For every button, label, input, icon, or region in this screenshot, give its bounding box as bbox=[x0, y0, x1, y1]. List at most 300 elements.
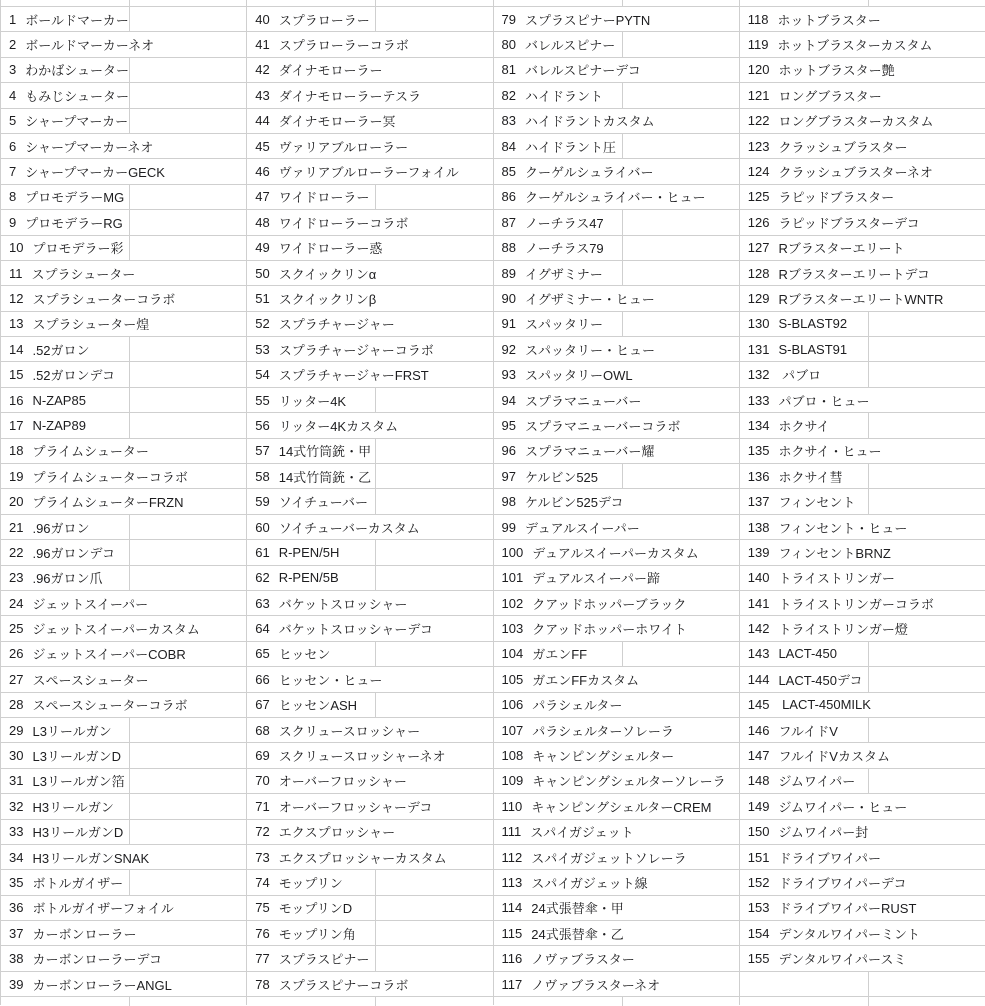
table-row[interactable] bbox=[247, 616, 492, 641]
weapon-name: スパイガジェットソレーラ bbox=[531, 850, 687, 866]
weapon-name: スクイックリンα bbox=[278, 266, 377, 282]
table-row[interactable] bbox=[247, 109, 492, 134]
weapon-number: 66 bbox=[255, 671, 270, 687]
weapon-number: 68 bbox=[255, 722, 270, 738]
table-row[interactable] bbox=[494, 769, 739, 794]
cell-gridline bbox=[375, 693, 376, 718]
weapon-number: 54 bbox=[255, 367, 270, 383]
weapon-name: モップリンD bbox=[278, 901, 353, 917]
weapon-number: 72 bbox=[255, 824, 270, 840]
weapon-number: 95 bbox=[501, 417, 516, 433]
weapon-number: 23 bbox=[9, 570, 24, 586]
table-row[interactable] bbox=[494, 236, 739, 261]
weapon-name: H3リールガン bbox=[32, 799, 114, 815]
weapon-name: スプラシューター煌 bbox=[32, 317, 150, 333]
table-row[interactable] bbox=[247, 870, 492, 895]
weapon-name: パブロ bbox=[778, 368, 822, 384]
table-row[interactable] bbox=[740, 820, 985, 845]
table-row[interactable] bbox=[1, 236, 246, 261]
table-row[interactable] bbox=[1, 185, 246, 210]
table-row[interactable] bbox=[740, 134, 985, 159]
weapon-name: スプラスピナー bbox=[278, 952, 370, 968]
table-row[interactable] bbox=[494, 591, 739, 616]
weapon-name: リッター4Kカスタム bbox=[278, 418, 399, 434]
table-row[interactable] bbox=[1, 921, 246, 946]
weapon-number: 81 bbox=[501, 62, 516, 78]
weapon-number: 51 bbox=[255, 290, 270, 306]
weapon-name: スパッタリー bbox=[524, 317, 603, 333]
weapon-name: シャープマーカー bbox=[25, 114, 129, 130]
weapon-name: オーバーフロッシャーデコ bbox=[278, 799, 433, 815]
table-row[interactable] bbox=[740, 83, 985, 108]
weapon-name: カーボンローラー bbox=[32, 926, 137, 942]
table-row[interactable] bbox=[494, 159, 739, 184]
weapon-name: イグザミナー・ヒュー bbox=[524, 291, 655, 307]
table-row[interactable] bbox=[740, 362, 985, 387]
table-row[interactable] bbox=[247, 820, 492, 845]
table-row[interactable] bbox=[247, 718, 492, 743]
weapon-name: .96ガロンデコ bbox=[32, 545, 116, 561]
weapon-name: LACT-450MILK bbox=[778, 697, 871, 713]
weapon-name: スプラローラーコラボ bbox=[278, 38, 409, 54]
weapon-name: ノーチラス47 bbox=[524, 215, 604, 231]
table-row[interactable] bbox=[494, 312, 739, 337]
weapon-name: ロングブラスターカスタム bbox=[778, 114, 934, 130]
table-row[interactable] bbox=[740, 159, 985, 184]
table-row[interactable] bbox=[247, 159, 492, 184]
table-row[interactable] bbox=[247, 286, 492, 311]
table-row[interactable] bbox=[247, 388, 492, 413]
weapon-name: スプラシューターコラボ bbox=[32, 291, 176, 307]
table-row[interactable] bbox=[1, 83, 246, 108]
weapon-number: 97 bbox=[501, 468, 516, 484]
table-row[interactable] bbox=[247, 972, 492, 997]
table-row[interactable] bbox=[1, 794, 246, 819]
table-row[interactable] bbox=[740, 870, 985, 895]
table-row[interactable] bbox=[740, 743, 985, 768]
table-row[interactable] bbox=[494, 946, 739, 971]
weapon-number: 129 bbox=[747, 290, 770, 306]
table-row[interactable] bbox=[494, 58, 739, 83]
table-row[interactable] bbox=[1, 667, 246, 692]
weapon-name: ヒッセン・ヒュー bbox=[278, 672, 383, 688]
weapon-name: ケルビン525デコ bbox=[524, 495, 624, 511]
table-row[interactable] bbox=[740, 185, 985, 210]
weapon-number: 98 bbox=[501, 494, 516, 510]
table-row[interactable] bbox=[1, 261, 246, 286]
weapon-number: 53 bbox=[255, 341, 270, 357]
table-row[interactable] bbox=[494, 540, 739, 565]
table-row[interactable] bbox=[494, 109, 739, 134]
table-row[interactable] bbox=[740, 693, 985, 718]
weapon-name: スプラチャージャーコラボ bbox=[278, 342, 434, 358]
table-row[interactable] bbox=[1, 210, 246, 235]
table-row[interactable] bbox=[740, 896, 985, 921]
weapon-name: バレルスピナー bbox=[524, 38, 616, 54]
table-row[interactable] bbox=[247, 667, 492, 692]
table-row[interactable] bbox=[494, 870, 739, 895]
table-row[interactable] bbox=[247, 566, 492, 591]
table-row[interactable] bbox=[494, 337, 739, 362]
table-row[interactable] bbox=[494, 972, 739, 997]
weapon-number: 7 bbox=[9, 164, 17, 180]
cell-gridline bbox=[129, 566, 130, 591]
weapon-number: 135 bbox=[747, 443, 770, 459]
weapon-number: 130 bbox=[747, 316, 770, 332]
table-row[interactable] bbox=[1, 312, 246, 337]
table-row[interactable] bbox=[740, 616, 985, 641]
weapon-number: 12 bbox=[9, 290, 24, 306]
weapon-number: 56 bbox=[255, 417, 270, 433]
weapon-name: ダイナモローラーテスラ bbox=[278, 88, 421, 104]
table-row[interactable] bbox=[740, 946, 985, 971]
table-row[interactable] bbox=[247, 769, 492, 794]
table-row[interactable] bbox=[740, 540, 985, 565]
weapon-number: 60 bbox=[255, 519, 270, 535]
table-row[interactable] bbox=[740, 921, 985, 946]
table-row[interactable] bbox=[247, 642, 492, 667]
table-row[interactable] bbox=[247, 693, 492, 718]
table-row[interactable] bbox=[494, 489, 739, 514]
cell-gridline bbox=[868, 413, 869, 438]
weapon-number: 122 bbox=[747, 113, 770, 129]
table-row[interactable] bbox=[494, 210, 739, 235]
table-row[interactable] bbox=[740, 566, 985, 591]
weapon-name: スプラチャージャー bbox=[278, 317, 395, 333]
table-row[interactable] bbox=[494, 185, 739, 210]
weapon-number: 94 bbox=[501, 392, 516, 408]
partial-row-bottom bbox=[494, 997, 739, 1005]
table-row[interactable] bbox=[740, 591, 985, 616]
weapon-number: 14 bbox=[9, 341, 24, 357]
table-row[interactable] bbox=[494, 566, 739, 591]
weapon-number: 1 bbox=[9, 11, 17, 27]
weapon-name: ボールドマーカー bbox=[25, 12, 129, 28]
weapon-name: プライムシューター bbox=[32, 444, 149, 460]
weapon-number: 105 bbox=[501, 671, 524, 687]
table-row[interactable] bbox=[740, 261, 985, 286]
table-row[interactable] bbox=[740, 718, 985, 743]
table-row[interactable] bbox=[247, 83, 492, 108]
table-row[interactable] bbox=[1, 820, 246, 845]
cell-gridline bbox=[868, 362, 869, 387]
weapon-name: デュアルスイーパー bbox=[524, 520, 640, 536]
weapon-name: R-PEN/5H bbox=[278, 544, 340, 560]
cell-gridline bbox=[375, 921, 376, 946]
table-row[interactable] bbox=[1, 845, 246, 870]
partial-row-bottom bbox=[1, 997, 246, 1005]
cell-gridline bbox=[622, 210, 623, 235]
weapon-name: ノヴァブラスターネオ bbox=[531, 977, 661, 993]
table-row[interactable] bbox=[247, 185, 492, 210]
weapon-name: フィンセント・ヒュー bbox=[778, 520, 908, 536]
weapon-number: 131 bbox=[747, 341, 770, 357]
weapon-number: 91 bbox=[501, 316, 516, 332]
cell-gridline bbox=[129, 83, 130, 108]
weapon-number: 86 bbox=[501, 189, 516, 205]
weapon-number: 57 bbox=[255, 443, 270, 459]
weapon-name: クーゲルシュライバー bbox=[524, 165, 654, 181]
table-row[interactable] bbox=[740, 236, 985, 261]
table-row[interactable] bbox=[247, 591, 492, 616]
table-row[interactable] bbox=[1, 566, 246, 591]
weapon-number: 123 bbox=[747, 138, 770, 154]
table-row[interactable] bbox=[1, 616, 246, 641]
table-row[interactable] bbox=[494, 743, 739, 768]
table-row[interactable] bbox=[247, 464, 492, 489]
table-row[interactable] bbox=[247, 337, 492, 362]
partial-row-bottom bbox=[740, 997, 985, 1005]
weapon-number: 34 bbox=[9, 849, 24, 865]
table-row[interactable] bbox=[494, 845, 739, 870]
cell-gridline bbox=[622, 32, 623, 57]
table-row[interactable] bbox=[494, 7, 739, 32]
weapon-number: 74 bbox=[255, 874, 270, 890]
weapon-name: ガエンFF bbox=[532, 647, 588, 663]
weapon-name: エクスプロッシャー bbox=[278, 825, 396, 841]
table-row[interactable] bbox=[1, 946, 246, 971]
table-row[interactable] bbox=[740, 769, 985, 794]
weapon-number: 50 bbox=[255, 265, 270, 281]
table-row[interactable] bbox=[247, 58, 492, 83]
table-row[interactable] bbox=[247, 7, 492, 32]
weapon-number: 4 bbox=[9, 87, 17, 103]
table-row[interactable] bbox=[494, 388, 739, 413]
table-row[interactable] bbox=[1, 439, 246, 464]
table-row[interactable] bbox=[740, 210, 985, 235]
table-row[interactable] bbox=[247, 261, 492, 286]
table-row[interactable] bbox=[494, 134, 739, 159]
table-row[interactable] bbox=[494, 515, 739, 540]
table-row[interactable] bbox=[1, 159, 246, 184]
table-row[interactable] bbox=[247, 32, 492, 57]
weapon-number: 9 bbox=[9, 214, 17, 230]
table-row[interactable] bbox=[247, 743, 492, 768]
weapon-name: スパイガジェット bbox=[530, 825, 634, 841]
table-row[interactable] bbox=[1, 7, 246, 32]
table-row[interactable] bbox=[1, 642, 246, 667]
table-row[interactable] bbox=[740, 109, 985, 134]
weapon-name: スパッタリーOWL bbox=[524, 368, 633, 384]
table-row[interactable] bbox=[494, 896, 739, 921]
weapon-name: .52ガロン bbox=[32, 342, 90, 358]
table-row[interactable] bbox=[494, 464, 739, 489]
weapon-name: スプラスピナーコラボ bbox=[278, 977, 409, 993]
weapon-number: 139 bbox=[747, 544, 770, 560]
table-row[interactable] bbox=[1, 109, 246, 134]
weapon-name: カーボンローラーANGL bbox=[32, 977, 172, 993]
weapon-number: 116 bbox=[501, 951, 523, 967]
table-row[interactable] bbox=[247, 921, 492, 946]
weapon-name: デンタルワイパーミント bbox=[778, 926, 921, 942]
table-row[interactable] bbox=[740, 515, 985, 540]
table-row[interactable] bbox=[494, 413, 739, 438]
table-row[interactable] bbox=[740, 845, 985, 870]
table-row[interactable] bbox=[247, 845, 492, 870]
weapon-number: 127 bbox=[747, 240, 770, 256]
weapon-number: 144 bbox=[747, 671, 770, 687]
weapon-number: 115 bbox=[501, 925, 523, 941]
weapon-name: キャンピングシェルターソレーラ bbox=[532, 774, 726, 790]
weapon-number: 73 bbox=[255, 849, 270, 865]
table-row[interactable] bbox=[1, 32, 246, 57]
weapon-name: 24式張替傘・甲 bbox=[531, 901, 624, 917]
weapon-number: 119 bbox=[747, 37, 769, 53]
table-row[interactable] bbox=[247, 896, 492, 921]
table-row[interactable] bbox=[494, 642, 739, 667]
table-row[interactable] bbox=[1, 489, 246, 514]
table-row[interactable] bbox=[494, 693, 739, 718]
partial-row-top bbox=[247, 0, 492, 7]
weapon-name: ワイドローラーコラボ bbox=[278, 215, 409, 231]
weapon-name: スプラローラー bbox=[278, 12, 370, 28]
table-row[interactable] bbox=[1, 134, 246, 159]
table-row[interactable] bbox=[494, 794, 739, 819]
table-row[interactable] bbox=[740, 32, 985, 57]
table-row[interactable] bbox=[1, 337, 246, 362]
table-row[interactable] bbox=[1, 286, 246, 311]
table-row[interactable] bbox=[247, 134, 492, 159]
cell-gridline bbox=[129, 540, 130, 565]
table-row[interactable] bbox=[1, 515, 246, 540]
cell-gridline bbox=[129, 337, 130, 362]
table-row[interactable] bbox=[247, 362, 492, 387]
weapon-name: ケルビン525 bbox=[524, 469, 599, 485]
weapon-number: 132 bbox=[747, 367, 770, 383]
table-row[interactable] bbox=[247, 236, 492, 261]
weapon-name: L3リールガンD bbox=[32, 749, 122, 765]
table-row[interactable] bbox=[247, 794, 492, 819]
table-row[interactable] bbox=[247, 489, 492, 514]
cell-gridline bbox=[868, 489, 869, 514]
weapon-number: 150 bbox=[747, 824, 770, 840]
weapon-number: 90 bbox=[501, 290, 516, 306]
table-row[interactable] bbox=[1, 693, 246, 718]
table-row[interactable] bbox=[494, 718, 739, 743]
weapon-number: 77 bbox=[255, 951, 270, 967]
table-row[interactable] bbox=[1, 718, 246, 743]
weapon-number: 87 bbox=[501, 214, 516, 230]
weapon-number: 151 bbox=[747, 849, 770, 865]
cell-gridline bbox=[622, 261, 623, 286]
weapon-name: ヴァリアブルローラー bbox=[278, 139, 409, 155]
table-row[interactable] bbox=[1, 743, 246, 768]
weapon-name: スクリュースロッシャーネオ bbox=[278, 749, 446, 765]
weapon-name: .96ガロン bbox=[32, 520, 90, 536]
table-row[interactable] bbox=[740, 794, 985, 819]
weapon-number: 29 bbox=[9, 722, 24, 738]
table-row[interactable] bbox=[1, 413, 246, 438]
table-row[interactable] bbox=[1, 769, 246, 794]
table-row[interactable] bbox=[1, 464, 246, 489]
table-row[interactable] bbox=[740, 388, 985, 413]
table-row[interactable] bbox=[740, 413, 985, 438]
weapon-number: 17 bbox=[9, 417, 24, 433]
cell-gridline bbox=[622, 236, 623, 261]
cell-gridline bbox=[375, 870, 376, 895]
table-row[interactable] bbox=[494, 616, 739, 641]
table-row[interactable] bbox=[494, 667, 739, 692]
weapon-number: 48 bbox=[255, 214, 270, 230]
table-row[interactable] bbox=[740, 286, 985, 311]
table-row[interactable] bbox=[494, 261, 739, 286]
cell-gridline bbox=[129, 109, 130, 134]
table-row[interactable] bbox=[1, 362, 246, 387]
table-row[interactable] bbox=[740, 642, 985, 667]
weapon-number: 33 bbox=[9, 824, 24, 840]
table-row[interactable] bbox=[494, 32, 739, 57]
table-row[interactable] bbox=[1, 540, 246, 565]
weapon-number: 143 bbox=[747, 646, 770, 662]
weapon-name: フィンセント bbox=[778, 495, 856, 511]
table-row[interactable] bbox=[247, 413, 492, 438]
weapon-number: 30 bbox=[9, 748, 24, 764]
table-row[interactable] bbox=[1, 58, 246, 83]
weapon-name: S-BLAST91 bbox=[778, 341, 848, 357]
weapon-name: ジェットスイーパー bbox=[32, 596, 149, 612]
cell-gridline bbox=[868, 972, 869, 997]
weapon-name: デンタルワイパースミ bbox=[778, 952, 907, 968]
table-row[interactable] bbox=[1, 870, 246, 895]
table-row[interactable] bbox=[740, 312, 985, 337]
table-row[interactable] bbox=[740, 337, 985, 362]
table-row[interactable] bbox=[740, 667, 985, 692]
table-row[interactable] bbox=[1, 591, 246, 616]
table-row[interactable] bbox=[247, 210, 492, 235]
table-row[interactable] bbox=[247, 515, 492, 540]
table-row[interactable] bbox=[494, 362, 739, 387]
table-row[interactable] bbox=[494, 439, 739, 464]
weapon-number: 35 bbox=[9, 874, 24, 890]
table-row[interactable] bbox=[494, 83, 739, 108]
weapon-number: 101 bbox=[501, 570, 524, 586]
table-row[interactable] bbox=[247, 439, 492, 464]
table-row[interactable] bbox=[1, 972, 246, 997]
weapon-number: 44 bbox=[255, 113, 270, 129]
table-row[interactable] bbox=[247, 312, 492, 337]
table-row[interactable] bbox=[740, 58, 985, 83]
table-row[interactable] bbox=[494, 820, 739, 845]
weapon-name: プロモデラーMG bbox=[25, 190, 125, 206]
weapon-name: キャンピングシェルターCREM bbox=[531, 799, 712, 815]
cell-gridline bbox=[129, 236, 130, 261]
table-row[interactable] bbox=[1, 388, 246, 413]
weapon-name: ソイチューバーカスタム bbox=[278, 520, 420, 536]
weapon-number: 28 bbox=[9, 697, 24, 713]
table-row[interactable] bbox=[740, 7, 985, 32]
table-row[interactable] bbox=[1, 896, 246, 921]
table-row[interactable] bbox=[494, 286, 739, 311]
table-row[interactable] bbox=[494, 921, 739, 946]
weapon-number: 124 bbox=[747, 164, 770, 180]
weapon-name: デュアルスイーパーカスタム bbox=[532, 545, 699, 561]
table-row[interactable] bbox=[740, 439, 985, 464]
table-row[interactable] bbox=[740, 489, 985, 514]
cell-gridline bbox=[375, 642, 376, 667]
table-row[interactable] bbox=[740, 972, 985, 997]
weapon-name: トライストリンガーコラボ bbox=[778, 596, 934, 612]
table-row[interactable] bbox=[740, 464, 985, 489]
weapon-name: フルイドV bbox=[778, 723, 838, 739]
weapon-number: 75 bbox=[255, 900, 270, 916]
weapon-number: 46 bbox=[255, 164, 270, 180]
table-row[interactable] bbox=[247, 540, 492, 565]
cell-gridline bbox=[129, 185, 130, 210]
weapon-number: 92 bbox=[501, 341, 516, 357]
weapon-number: 136 bbox=[747, 468, 770, 484]
cell-gridline bbox=[375, 388, 376, 413]
table-row[interactable] bbox=[247, 946, 492, 971]
